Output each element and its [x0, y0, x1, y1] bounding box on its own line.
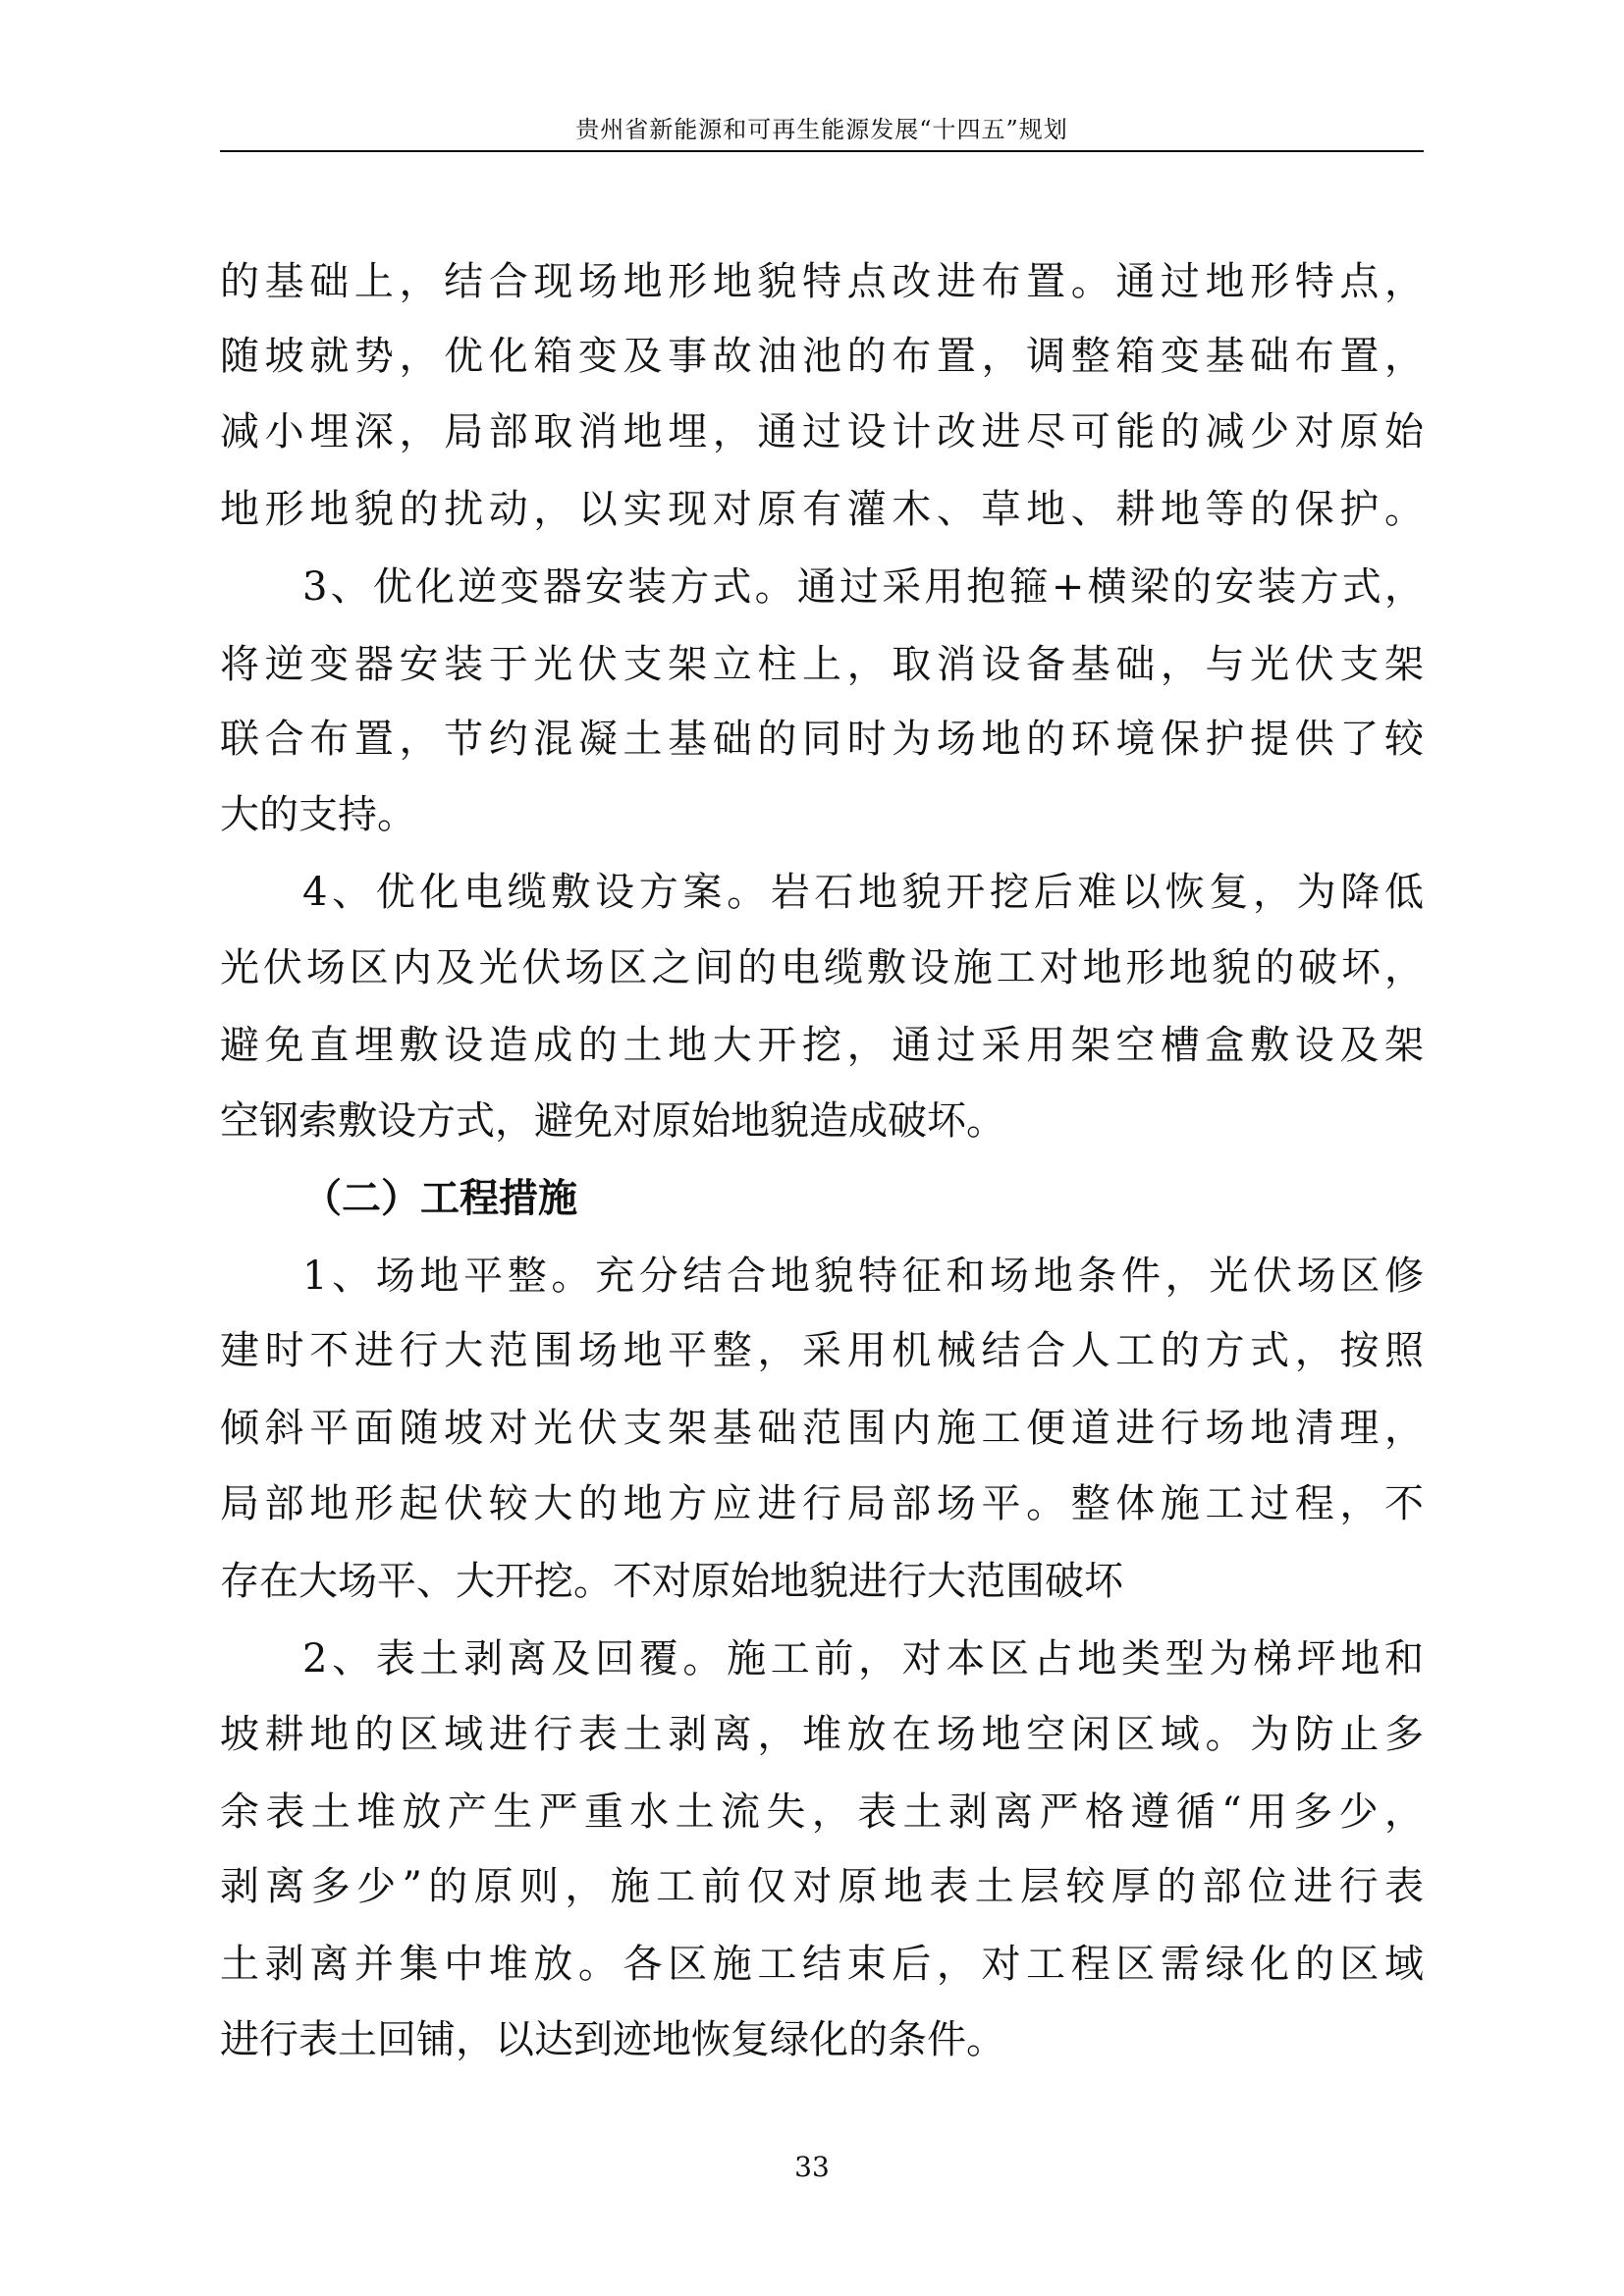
body-line: 进行表土回铺，以达到迹地恢复绿化的条件。: [220, 2017, 1005, 2062]
header-rule: [220, 150, 1424, 152]
body-line: 空钢索敷设方式，避免对原始地貌造成破坏。: [220, 1098, 1005, 1144]
body-line: 光伏场区内及光伏场区之间的电缆敷设施工对地形地貌的破坏，: [220, 945, 1424, 990]
section-heading: （二）工程措施: [302, 1176, 577, 1221]
body-line: 2、表土剥离及回覆。施工前，对本区占地类型为梯坪地和: [302, 1636, 1424, 1682]
body-line: 将逆变器安装于光伏支架立柱上，取消设备基础，与光伏支架: [220, 642, 1424, 687]
body-line: 地形地貌的扰动，以实现对原有灌木、草地、耕地等的保护。: [220, 487, 1424, 532]
body-line: 联合布置，节约混凝土基础的同时为场地的环境保护提供了较: [220, 717, 1424, 762]
body-line: 倾斜平面随坡对光伏支架基础范围内施工便道进行场地清理，: [220, 1406, 1424, 1451]
body-line: 大的支持。: [220, 792, 416, 837]
body-line: 1、场地平整。充分结合地貌特征和场地条件，光伏场区修: [302, 1254, 1424, 1299]
body-line: 的基础上，结合现场地形地貌特点改进布置。通过地形特点，: [220, 259, 1424, 304]
body-line: 局部地形起伏较大的地方应进行局部场平。整体施工过程，不: [220, 1481, 1424, 1526]
body-line: 建时不进行大范围场地平整，采用机械结合人工的方式，按照: [220, 1328, 1424, 1373]
body-line: 避免直埋敷设造成的土地大开挖，通过采用架空槽盒敷设及架: [220, 1023, 1424, 1068]
body-line: 余表土堆放产生严重水土流失，表土剥离严格遵循“用多少，: [220, 1789, 1424, 1835]
body-line: 坡耕地的区域进行表土剥离，堆放在场地空闲区域。为防止多: [220, 1712, 1424, 1757]
body-line: 随坡就势，优化箱变及事故油池的布置，调整箱变基础布置，: [220, 334, 1424, 379]
page-number: 33: [794, 2151, 830, 2183]
body-line: 存在大场平、大开挖。不对原始地貌进行大范围破坏: [220, 1559, 1123, 1604]
body-line: 4、优化电缆敷设方案。岩石地貌开挖后难以恢复，为降低: [302, 870, 1424, 915]
body-line: 剥离多少”的原则，施工前仅对原地表土层较厚的部位进行表: [220, 1864, 1424, 1909]
body-line: 土剥离并集中堆放。各区施工结束后，对工程区需绿化的区域: [220, 1942, 1424, 1987]
running-header: 贵州省新能源和可再生能源发展“十四五”规划: [575, 116, 1068, 143]
body-line: 减小埋深，局部取消地埋，通过设计改进尽可能的减少对原始: [220, 409, 1424, 454]
body-line: 3、优化逆变器安装方式。通过采用抱箍+横梁的安装方式，: [302, 564, 1424, 610]
